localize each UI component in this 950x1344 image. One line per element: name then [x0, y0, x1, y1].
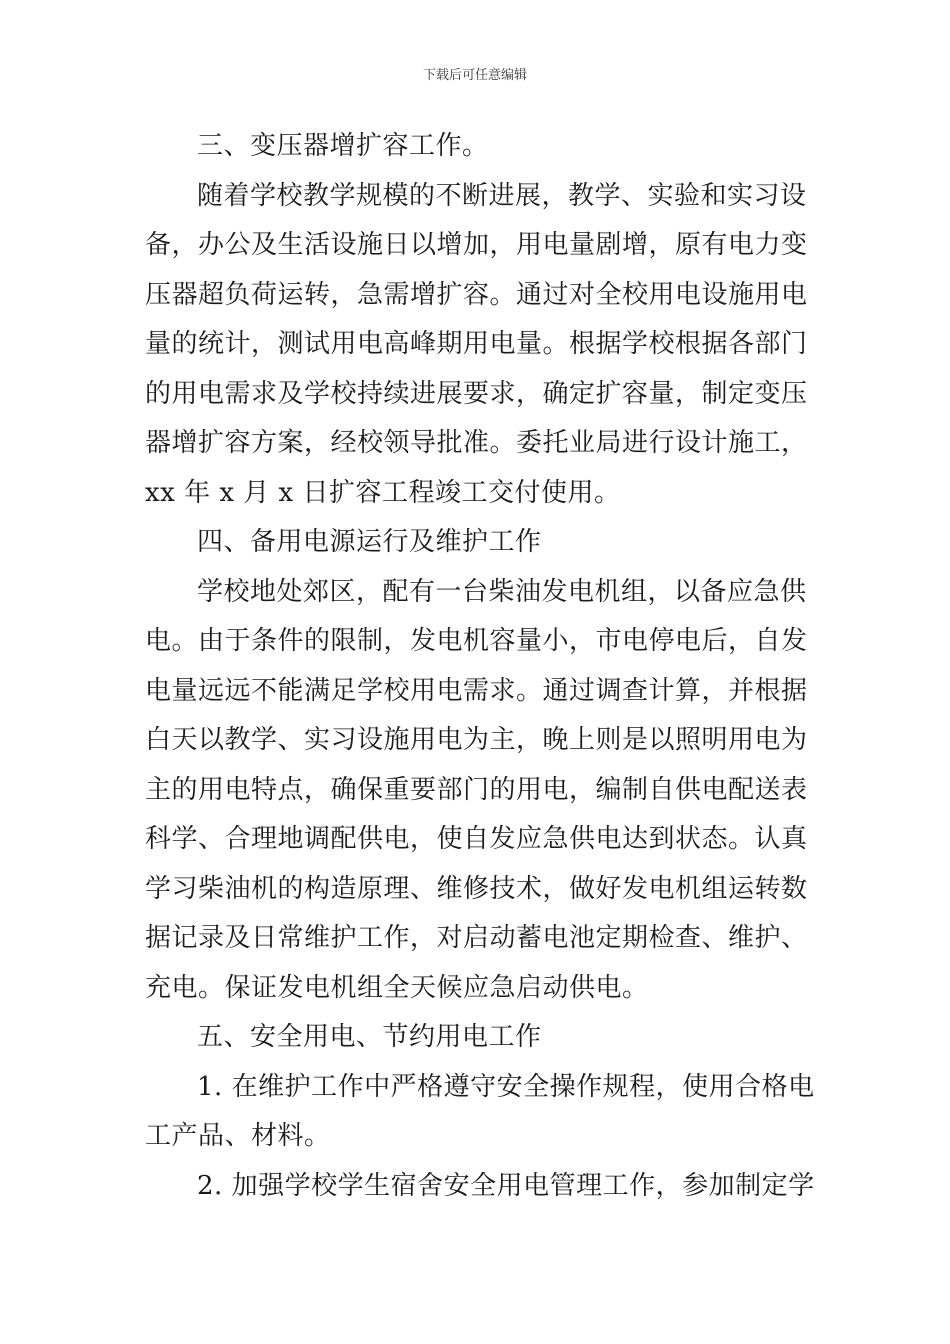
paragraph [145, 172, 807, 519]
text-line: 充电。保证发电机组全天候应急启动供电。 [145, 972, 649, 1003]
text-line: 学校地处郊区，配有一台柴油发电机组，以备应急供 [197, 576, 807, 607]
text-line: 器增扩容方案，经校领导批准。委托业局进行设计施工， [145, 428, 808, 458]
text-line: 随着学校教学规模的不断进展，教学、实验和实习设 [197, 180, 807, 211]
text-line: 2. 加强学校学生宿舍安全用电管理工作，参加制定学 [197, 1170, 815, 1201]
text-line: 据记录及日常维护工作，对启动蓄电池定期检查、维护、 [145, 923, 808, 953]
text-line: 电。由于条件的限制，发电机容量小，市电停电后，自发 [145, 626, 808, 656]
paragraph [145, 122, 807, 172]
paragraph [145, 1162, 815, 1212]
text-line: 1. 在维护工作中严格遵守安全操作规程，使用合格电 [197, 1071, 815, 1102]
text-line: 科学、合理地调配供电，使自发应急供电达到状态。认真 [145, 824, 808, 854]
paragraph [145, 1013, 807, 1063]
text-line: 四、备用电源运行及维护工作 [197, 527, 542, 557]
paragraph [145, 518, 807, 568]
text-line: 备，办公及生活设施日以增加，用电量剧增，原有电力变 [145, 230, 808, 260]
text-line: 三、变压器增扩容工作。 [197, 131, 489, 161]
text-line: 电量远远不能满足学校用电需求。通过调查计算，并根据 [145, 675, 808, 706]
paragraph [145, 1063, 815, 1162]
text-line: 工产品、材料。 [145, 1121, 331, 1151]
text-line: 量的统计，测试用电高峰期用电量。根据学校根据各部门 [145, 329, 808, 359]
text-line: xx 年 x 月 x 日扩容工程竣工交付使用。 [145, 477, 621, 508]
paragraph [145, 568, 807, 1014]
text-line: 主的用电特点，确保重要部门的用电，编制自供电配送表 [145, 774, 808, 805]
text-line: 白天以教学、实习设施用电为主，晚上则是以照明用电为 [145, 725, 808, 755]
text-line: 学习柴油机的构造原理、维修技术，做好发电机组运转数 [145, 873, 808, 904]
document-body [145, 122, 815, 1211]
text-line: 压器超负荷运转，急需增扩容。通过对全校用电设施用电 [145, 279, 808, 310]
text-line: 五、安全用电、节约用电工作 [197, 1022, 542, 1052]
text-line: 的用电需求及学校持续进展要求，确定扩容量，制定变压 [145, 378, 808, 409]
page-header-note: 下载后可任意编辑 [422, 68, 527, 83]
